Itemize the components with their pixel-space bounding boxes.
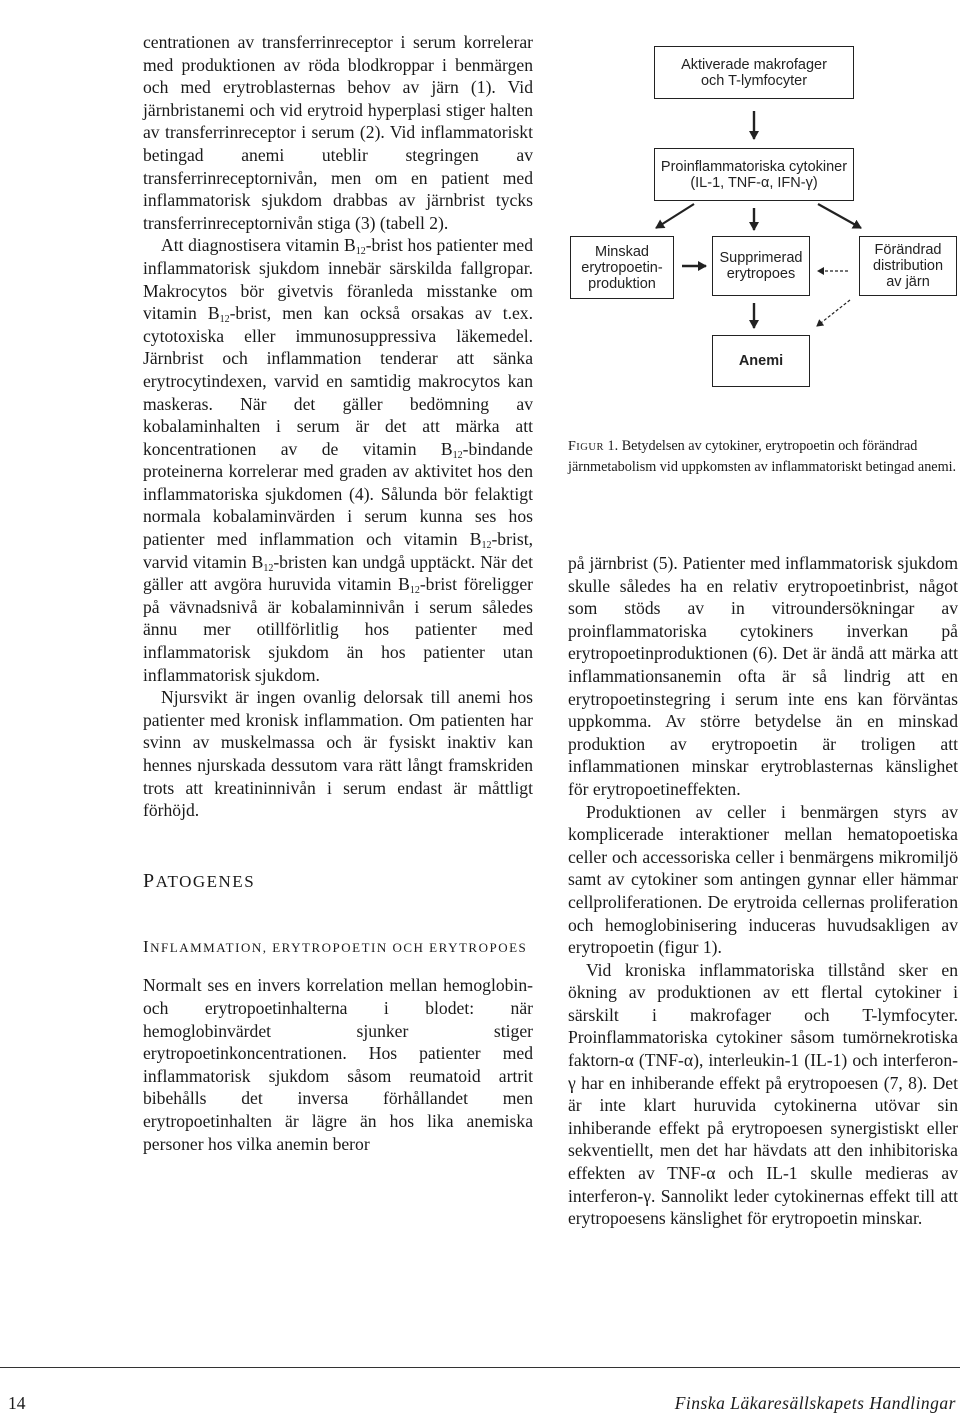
paragraph-text: Njursvikt är ingen ovanlig delorsak till anemi hos patienter med kronisk inflammation. Om patienten har svinn av muskelmassa och är fysiskt inaktiv kan hennes njurskada dessutom vara rätt långt framskriden trots att kreatininnivån i serum endast är måttligt förhöjd. [143, 687, 533, 821]
journal-name: Finska Läkaresällskapets Handlingar [674, 1393, 956, 1413]
arrow-cytokines-to-epo [656, 204, 694, 228]
box-label: Aktiverade makrofager [681, 56, 827, 73]
box-label: Proinflammatoriska cytokiner [660, 158, 848, 175]
section-heading [143, 870, 533, 894]
paragraph-text: -brist, varvid vitamin B [143, 529, 533, 572]
left-column [143, 31, 533, 1155]
paragraph [143, 686, 533, 822]
caption-label-number: 1. [603, 438, 619, 454]
paragraph-text: -brist föreligger på vävnadsnivå är kobalaminnivån i serum således ännu mer otillförlitlig hos patienter med inflammatorisk sjukdom än hos patienter utan inflammatorisk sjukdom. [143, 574, 533, 685]
box-label: Förändrad [874, 242, 942, 258]
subscript-12: 12 [219, 314, 230, 326]
box-suppressed-erythropoiesis [712, 236, 810, 296]
paragraph-text: centrationen av transferrinreceptor i serum korrelerar med produktionen av röda blodkroppar i benmärgen och med erytroblasternas behov av järn (1). Vid järnbristanemi och vid erytroid hyperplasi stiger halten av transferrinreceptor i serum (2). Vid inflammatoriskt betingad anemi uteblir stegringen av transferrinreceptornivån, men om en patient med inflammatorisk sjukdom drabbas av järnbrist tycks transferrinreceptornivån stiga (3) (tabell 2). [143, 32, 533, 233]
box-label: Supprimerad [719, 250, 803, 266]
box-label: Minskad [595, 243, 649, 260]
box-label: erytropoes [726, 266, 796, 282]
arrow-cytokines-to-altered [818, 204, 861, 228]
box-activated-macrophages [654, 46, 854, 99]
section-heading-initial: P [143, 869, 156, 892]
caption-label-rest: IGUR [576, 442, 604, 453]
subscript-12: 12 [355, 246, 366, 258]
paragraph [568, 552, 958, 801]
paragraph-text: -bristen kan undgå upptäckt. När det gäller att avgöra huruvida vitamin B [143, 551, 533, 595]
subsection-heading [143, 935, 533, 960]
footer-divider [0, 1367, 960, 1368]
paragraph-text: -brist hos patienter med inflammatorisk sjukdom innebär särskilda fallgropar. Makrocytos bör givetvis föranleda misstanke om vitamin B [143, 235, 534, 324]
paragraph-text: Normalt ses en invers korrelation mellan hemoglobin- och erytropoetinhalterna i blodet: när hemoglobinvärdet sjunker stiger erytropoetinkoncentrationen. Hos patienter med inflammatorisk sjukdom såsom reumatoid artrit bibehålls det inversa förhållandet men erytropoetinhalten är lägre än hos lika anemiska personer hos vilka anemin beror [143, 975, 533, 1154]
subscript-12: 12 [409, 585, 420, 597]
paragraph-text: -brist, men kan också orsakas av t.ex. cytotoxiska eller immunosuppressiva läkemedel. Järnbrist och inflammation tenderar att sänka erytrocytindexen, varvid en samtidig makrocytos kan maskeras. När det gäller bedömning av kobalaminhalten i serum är det att märka att koncentrationen av de vitamin B [143, 303, 534, 459]
subscript-12: 12 [452, 449, 463, 461]
box-altered-iron-distribution [859, 236, 957, 296]
box-label: och T-lymfocyter [700, 72, 808, 89]
caption-label-initial: F [568, 439, 577, 454]
paragraph-text: Produktionen av celler i benmärgen styrs av komplicerade interaktioner mellan hematopoetiska celler och accessoriska celler i benmärgens mikromiljö samt av cytokiner som antingen gynnar eller hämmar cellproliferationen. De erytroida cellernas proliferation och hemoglobinisering induceras huvudsakligen av erytropoetin (figur 1). [568, 801, 958, 958]
subscript-12: 12 [481, 540, 492, 552]
box-label: produktion [588, 275, 656, 292]
figure-diagram [570, 40, 958, 400]
caption-text: Betydelsen av cytokiner, erytropoetin och förändrad järnmetabolism vid uppkomsten av inflammatoriskt betingad anemi. [568, 438, 957, 475]
paragraph-text: -bindande proteinerna korrelerar med graden av aktivitet hos den inflammatoriska sjukdomen (4). Sålunda bör felaktigt normala kobalaminvärden i serum kunna ses hos patienter med inflammation och vitamin B [143, 438, 533, 550]
box-label: av järn [886, 274, 930, 290]
box-label: erytropoetin- [581, 259, 663, 276]
box-reduced-epo-production [570, 236, 674, 299]
dashed-arrow-altered-to-anemia [817, 300, 850, 326]
box-label: Anemi [738, 353, 784, 369]
subsection-heading-rest: NFLAMMATION, ERYTROPOETIN OCH ERYTROPOES [150, 940, 528, 956]
figure-caption [568, 437, 958, 477]
paragraph-text: Att diagnostisera vitamin B [161, 235, 356, 256]
paragraph [143, 31, 533, 234]
paragraph-text: Vid kroniska inflammatoriska tillstånd sker en ökning av produktionen av ett flertal cytokiner i särskilt i makrofager och T-lymfocyter. Proinflammatoriska cytokiner såsom tumörnekrotiska faktorn-α (TNF-α), interleukin-1 (IL-1) och interferon-γ har en inhiberande effekt på erytropoesen (7, 8). Det är inte klart huruvida cytokinerna utövar sin inhiberande effekt på erytropoesen synergistiskt eller sekventiellt, men det har hävdats att den inhibitoriska effekten av TNF-α och IL-1 skulle medieras av interferon-γ. Sannolikt leder cytokinernas effekt till att erytropoesens känslighet för erytropoetin minskar. [568, 959, 958, 1229]
paragraph [143, 234, 533, 686]
paragraph-text: på järnbrist (5). Patienter med inflammatorisk sjukdom skulle således ha en relativ erytropoetinbrist, något som stöds av in vitroundersökningar av proinflammatoriska cytokiners inverkan på erytropoetinproduktionen (6). Det är ändå att märka att inflammationsanemin ofta är så lindrig att en erytropoetinstegring i serum inte ens kan förväntas uppkomma. Av större betydelse än en minskad produktion av erytropoetin är troligen att inflammationen minskar erytroblasternas känslighet för erytropoetineffekten. [568, 553, 958, 799]
subsection-heading-initial: I [143, 937, 151, 957]
box-label: (IL-1, TNF-α, IFN-γ) [690, 174, 818, 191]
box-proinflammatory-cytokines [654, 148, 854, 201]
paragraph [143, 974, 533, 1155]
box-anemia [712, 335, 810, 387]
section-heading-rest: ATOGENES [155, 871, 256, 891]
right-column [568, 552, 958, 1230]
paragraph [568, 801, 958, 959]
box-label: distribution [872, 258, 944, 274]
paragraph [568, 959, 958, 1230]
page-number: 14 [8, 1393, 26, 1413]
subscript-12: 12 [263, 562, 274, 574]
